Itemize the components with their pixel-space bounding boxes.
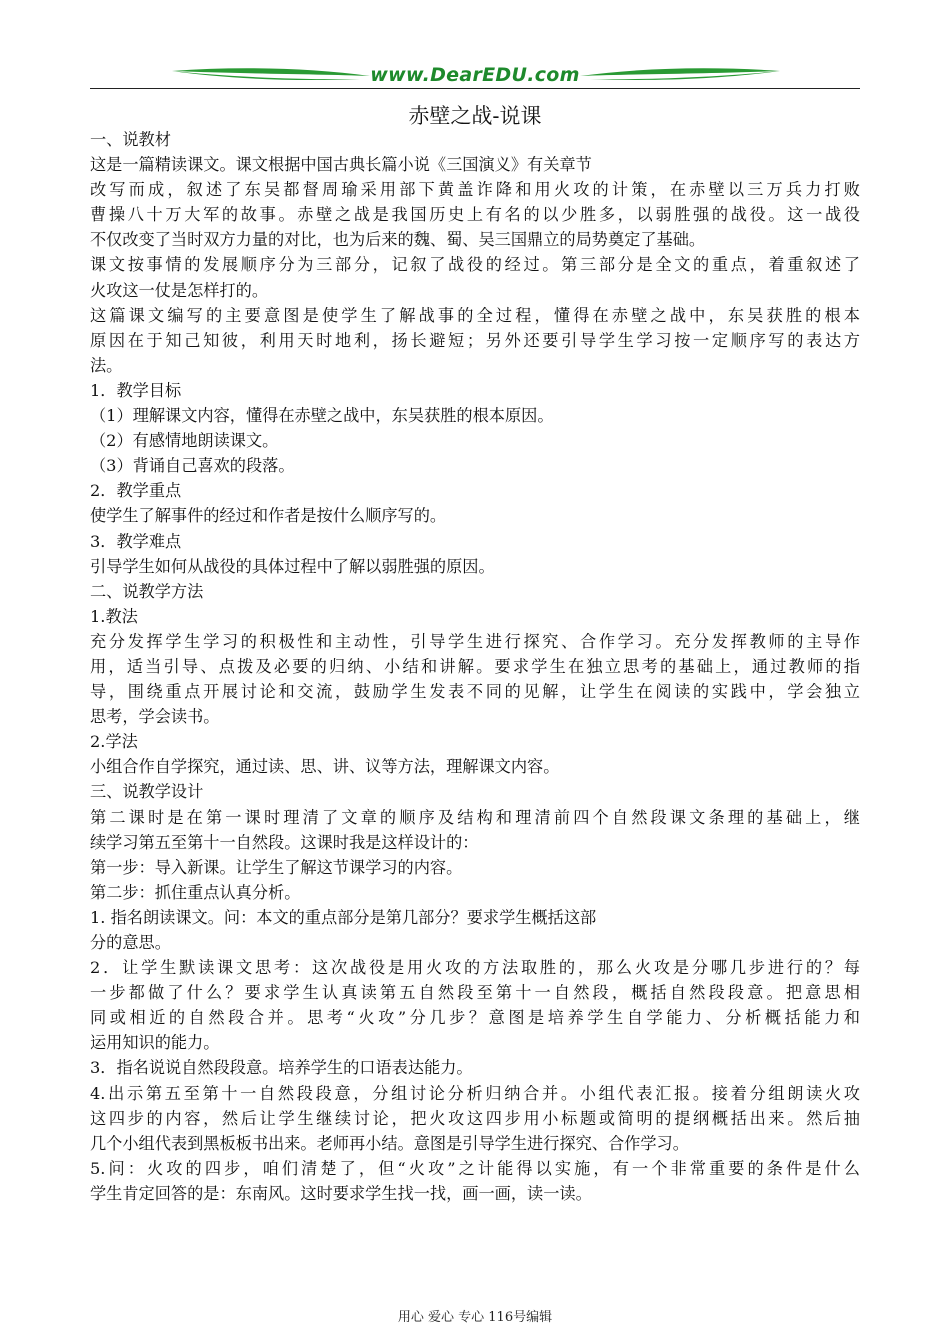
body-line: 5.问：火攻的四步，咱们清楚了，但“火攻”之计能得以实施，有一个非常重要的条件是什么 [90,1158,860,1178]
list-item: （3）背诵自己喜欢的段落。 [90,456,295,476]
body-line: 分的意思。 [90,933,171,952]
body-line: 运用知识的能力。 [90,1033,220,1053]
body-line: 课文按事情的发展顺序分为三部分，记叙了战役的经过。第三部分是全文的重点，着重叙述了 [90,255,860,275]
body-line: 使学生了解事件的经过和作者是按什么顺序写的。 [90,506,447,526]
body-line: 引导学生如何从战役的具体过程中了解以弱胜强的原因。 [90,556,495,576]
body-line: 学生肯定回答的是：东南风。这时要求学生找一找，画一画，读一读。 [90,1183,592,1203]
list-item: （2）有感情地朗读课文。 [90,431,279,451]
body-line: 4.出示第五至第十一自然段段意，分组讨论分析归纳合并。小组代表汇报。接着分组朗读火攻 [90,1083,860,1103]
body-line: 第二步：抓住重点认真分析。 [90,882,301,902]
body-line: 曹操八十万大军的故事。赤壁之战是我国历史上有名的以少胜多，以弱胜强的战役。这一战役 [90,205,860,225]
subsection-heading: 1．教学目标 [90,380,182,400]
subsection-heading: 2.学法 [90,732,138,752]
section-heading: 三、说教学设计 [90,782,204,802]
subsection-heading: 1.教法 [90,606,138,626]
body-line: 火攻这一仗是怎样打的。 [90,280,269,300]
body-line: 几个小组代表到黑板板书出来。老师再小结。意图是引导学生进行探究、合作学习。 [90,1133,689,1153]
list-item: （1）理解课文内容，懂得在赤壁之战中，东吴获胜的根本原因。 [90,406,554,426]
document-body [90,127,860,1206]
body-line: 3．指名说说自然段段意。培养学生的口语表达能力。 [90,1058,473,1078]
subsection-heading: 2．教学重点 [90,481,182,501]
body-line: 1. 指名朗读课文。问：本文的重点部分是第几部分？要求学生概括这部 [90,907,597,927]
subsection-heading: 3．教学难点 [90,531,182,551]
page-footer: 用心 爱心 专心 116号编辑 [397,1310,553,1325]
body-line: 充分发挥学生学习的积极性和主动性，引导学生进行探究、合作学习。充分发挥教师的主导作 [90,631,860,651]
document-title: 赤壁之战-说课 [408,104,542,128]
body-line: 导，围绕重点开展讨论和交流，鼓励学生发表不同的见解，让学生在阅读的实践中，学会独立 [90,682,860,702]
body-line: 不仅改变了当时双方力量的对比，也为后来的魏、蜀、吴三国鼎立的局势奠定了基础。 [90,230,706,250]
body-line: 2．让学生默读课文思考：这次战役是用火攻的方法取胜的，那么火攻是分哪几步进行的？每 [90,958,860,978]
section-heading: 一、说教材 [90,130,171,149]
site-url-text: www.DearEDU.com [370,64,580,86]
site-header-banner [90,62,860,90]
body-line: 法。 [90,355,123,375]
body-line: 第二课时是在第一课时理清了文章的顺序及结构和理清前四个自然段课文条理的基础上，继 [90,807,860,827]
body-line: 小组合作自学探究，通过读、思、讲、议等方法，理解课文内容。 [90,757,560,777]
body-line: 续学习第五至第十一自然段。这课时我是这样设计的： [90,832,479,852]
body-line: 这篇课文编写的主要意图是使学生了解战事的全过程，懂得在赤壁之战中，东吴获胜的根本 [90,305,860,325]
body-line: 这四步的内容，然后让学生继续讨论，把火攻这四步用小标题或简明的提纲概括出来。然后抽 [90,1108,860,1128]
body-line: 原因在于知己知彼，利用天时地利，扬长避短；另外还要引导学生学习按一定顺序写的表达方 [90,330,860,350]
body-line: 用，适当引导、点拨及必要的归纳、小结和讲解。要求学生在独立思考的基础上，通过教师的指 [90,656,860,676]
body-line: 第一步：导入新课。让学生了解这节课学习的内容。 [90,857,463,877]
body-line: 同或相近的自然段合并。思考“火攻”分几步？意图是培养学生自学能力、分析概括能力和 [90,1008,860,1028]
body-line: 改写而成，叙述了东吴都督周瑜采用部下黄盖诈降和用火攻的计策，在赤壁以三万兵力打败 [90,180,860,200]
section-heading: 二、说教学方法 [90,581,204,601]
body-line: 一步都做了什么？要求学生认真读第五自然段至第十一自然段，概括自然段段意。把意思相 [90,983,860,1003]
body-line: 思考，学会读书。 [90,707,220,727]
header-divider [90,88,860,89]
body-line: 这是一篇精读课文。课文根据中国古典长篇小说《三国演义》有关章节 [90,155,592,175]
